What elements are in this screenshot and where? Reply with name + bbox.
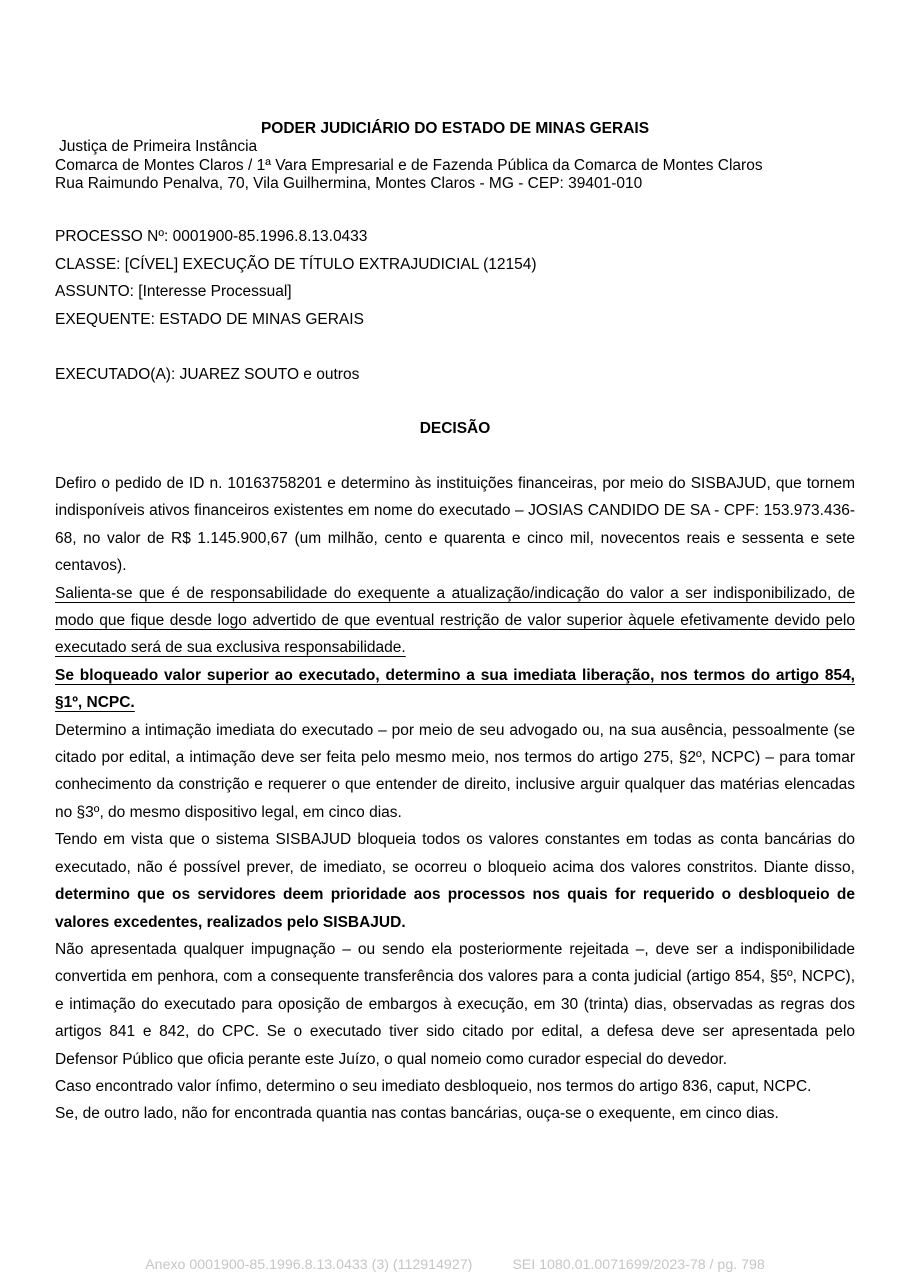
paragraph-release: Se bloqueado valor superior ao executado, determino a sua imediata liberação, nos termos do artigo 854, §1º, NCPC.: [55, 666, 855, 712]
case-classe: CLASSE: [CÍVEL] EXECUÇÃO DE TÍTULO EXTRAJUDICIAL (12154): [55, 256, 537, 273]
court-instance: Justiça de Primeira Instância: [59, 138, 258, 155]
paragraph-priority: [55, 826, 855, 936]
paragraph-order: Defiro o pedido de ID n. 10163758201 e determino às instituições financeiras, por meio do SISBAJUD, que tornem indisponíveis ativos financeiros existentes em nome do executado – JOSIAS CANDIDO DE SA - CPF: 153.973.436-68, no valor de R$ 1.145.900,67 (um milhão, cento e quarenta e cinco mil, novecentos reais e sessenta e sete centavos).: [55, 475, 855, 575]
paragraph-priority-bold: determino que os servidores deem prioridade aos processos nos quais for requerido o desbloqueio de valores excedentes, realizados pelo SISBAJUD.: [55, 886, 855, 931]
court-header: [55, 138, 763, 194]
court-title: PODER JUDICIÁRIO DO ESTADO DE MINAS GERAIS: [260, 120, 650, 137]
footer-sei: SEI 1080.01.0071699/2023-78 / pg. 798: [512, 1257, 765, 1273]
decision-body: [55, 470, 855, 1128]
paragraph-minimal-value: Caso encontrado valor ínfimo, determino o seu imediato desbloqueio, nos termos do artigo 836, caput, NCPC.: [55, 1077, 812, 1095]
paragraph-no-funds: Se, de outro lado, não for encontrada quantia nas contas bancárias, ouça-se o exequente, em cinco dias.: [55, 1105, 779, 1123]
case-processo: PROCESSO Nº: 0001900-85.1996.8.13.0433: [55, 228, 368, 245]
case-exequente: EXEQUENTE: ESTADO DE MINAS GERAIS: [55, 311, 364, 328]
court-name: Comarca de Montes Claros / 1ª Vara Empresarial e de Fazenda Pública da Comarca de Montes Claros: [55, 156, 763, 174]
footer-annex: Anexo 0001900-85.1996.8.13.0433 (3) (112914927): [145, 1257, 473, 1273]
page-footer: [0, 1257, 910, 1273]
paragraph-responsibility: Salienta-se que é de responsabilidade do exequente a atualização/indicação do valor a ser indisponibilizado, de modo que fique desde logo advertido de que eventual restrição de valor superior àquele efetivamente devido pelo executado será de sua exclusiva responsabilidade.: [55, 584, 855, 657]
decision-title: DECISÃO: [419, 420, 491, 437]
paragraph-penhora: Não apresentada qualquer impugnação – ou sendo ela posteriormente rejeitada –, deve ser a indisponibilidade convertida em penhora, com a consequente transferência dos valores para a conta judicial (artigo 854, §5º, NCPC), e intimação do executado para oposição de embargos à execução, em 30 (trinta) dias, observadas as regras dos artigos 841 e 842, do CPC. Se o executado tiver sido citado por edital, a defesa deve ser apresentada pelo Defensor Público que oficia perante este Juízo, o qual nomeio como curador especial do devedor.: [55, 940, 855, 1068]
court-address: Rua Raimundo Penalva, 70, Vila Guilhermina, Montes Claros - MG - CEP: 39401-010: [55, 175, 643, 192]
case-assunto: ASSUNTO: [Interesse Processual]: [55, 283, 292, 300]
case-executado: EXECUTADO(A): JUAREZ SOUTO e outros: [55, 366, 360, 383]
paragraph-intimation: Determino a intimação imediata do executado – por meio de seu advogado ou, na sua ausência, pessoalmente (se citado por edital, a intimação deve ser feita pelo mesmo meio, nos termos do artigo 275, §2º, NCPC) – para tomar conhecimento da constrição e requerer o que entender de direito, inclusive arguir qualquer das matérias elencadas no §3º, do mesmo dispositivo legal, em cinco dias.: [55, 721, 855, 821]
paragraph-priority-text: Tendo em vista que o sistema SISBAJUD bloqueia todos os valores constantes em todas as conta bancárias do executado, não é possível prever, de imediato, se ocorreu o bloqueio acima dos valores constritos. Diante disso,: [55, 831, 855, 876]
